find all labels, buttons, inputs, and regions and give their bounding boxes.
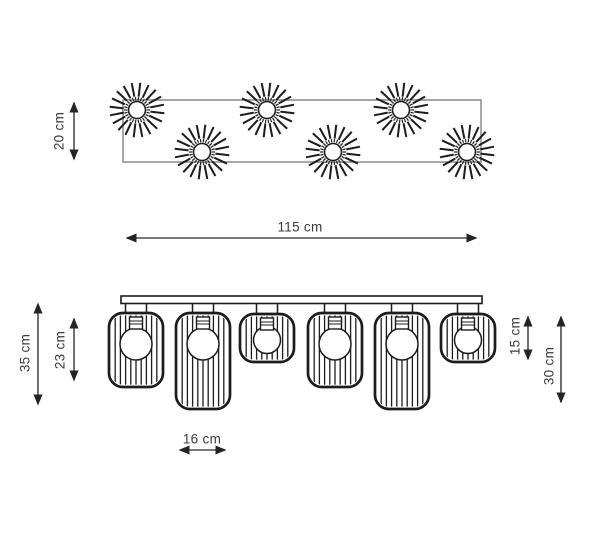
dim-35cm-label: 35 cm — [17, 333, 33, 373]
front-view-fixture — [109, 296, 495, 409]
dim-30cm-label: 30 cm — [541, 346, 557, 386]
sunburst-shade-top-view — [240, 83, 295, 138]
cage-shade-front-view — [109, 313, 163, 387]
cage-shade-front-view — [176, 313, 230, 409]
light-bulb — [319, 328, 351, 360]
sunburst-shade-top-view — [175, 125, 230, 180]
bulb-socket — [130, 317, 143, 329]
dim-15cm-label: 15 cm — [507, 316, 523, 356]
sunburst-shade-top-view — [306, 125, 361, 180]
bulb-socket — [462, 318, 475, 330]
cage-shade-front-view — [441, 314, 495, 362]
cage-shade-front-view — [240, 314, 294, 362]
bulb-socket — [396, 317, 409, 329]
cage-shade-front-view — [375, 313, 429, 409]
dim-20cm-label: 20 cm — [51, 111, 67, 151]
dim-115cm-label: 115 cm — [277, 219, 323, 235]
ceiling-bar — [121, 296, 482, 304]
sunburst-shade-top-view — [440, 125, 495, 180]
bulb-socket — [197, 317, 210, 329]
light-bulb — [386, 328, 418, 360]
cage-shade-front-view — [308, 313, 362, 387]
dim-16cm-label: 16 cm — [182, 431, 222, 447]
top-view-sunburst-shades — [110, 83, 495, 180]
sunburst-shade-top-view — [110, 83, 165, 138]
top-view-plate-outline — [123, 100, 481, 162]
light-bulb — [187, 328, 219, 360]
dim-23cm-label: 23 cm — [52, 330, 68, 370]
light-bulb — [120, 328, 152, 360]
bulb-socket — [329, 317, 342, 329]
sunburst-shade-top-view — [374, 83, 429, 138]
bulb-socket — [261, 318, 274, 330]
dimension-arrows — [38, 103, 561, 450]
